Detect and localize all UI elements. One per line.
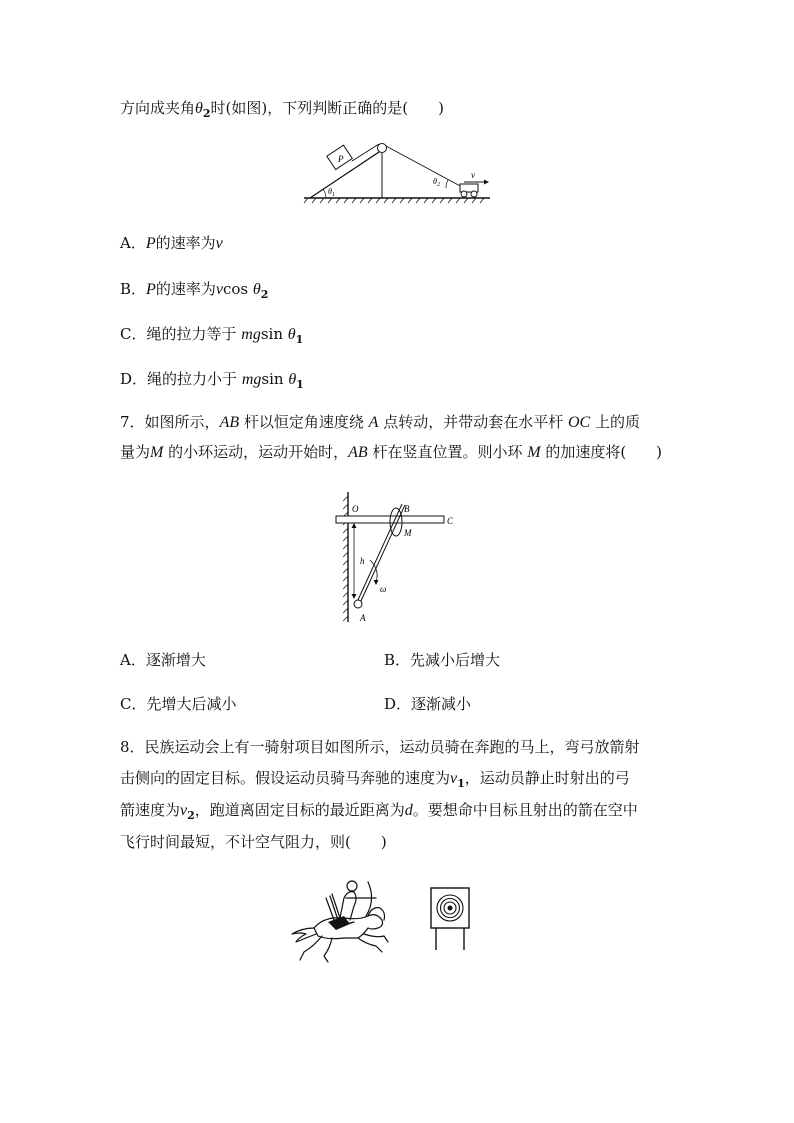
q8-stem-line1: 8．民族运动会上有一骑射项目如图所示，运动员骑在奔跑的马上，弯弓放箭射 (120, 738, 640, 756)
q8-rider-illustration (284, 876, 396, 968)
q7-label-m: M (404, 528, 412, 538)
q7-option-a[interactable]: A．逐渐增大 (120, 651, 206, 669)
q7-option-b[interactable]: B．先减小后增大 (384, 651, 501, 669)
q6-option-c[interactable]: C．绳的拉力等于 mgsin $\theta_1$ (120, 325, 304, 346)
q7-figure (330, 490, 460, 626)
q6-stem: 方向成夹角$\theta_2$时(如图)，下列判断正确的是( ) (120, 99, 444, 120)
q7-label-h: h (360, 556, 365, 566)
q8-stem-line4: 飞行时间最短，不计空气阻力，则( ) (120, 833, 387, 851)
q6-label-theta1: $\theta_1$ (328, 187, 335, 198)
q6-option-b[interactable]: B．P的速率为vcos $\theta_2$ (120, 280, 269, 301)
q6-figure (300, 136, 495, 208)
q7-label-c: C (447, 516, 454, 526)
q8-stem-line2: 击侧向的固定目标。假设运动员骑马奔驰的速度为$v_1$，运动员静止时射出的弓 (120, 769, 630, 790)
q7-label-b: B (404, 504, 410, 514)
q8-stem-line3: 箭速度为$v_2$，跑道离固定目标的最近距离为d。要想命中目标且射出的箭在空中 (120, 801, 638, 822)
q7-stem-line1: 7．如图所示，AB 杆以恒定角速度绕 A 点转动，并带动套在水平杆 OC 上的质 (120, 413, 640, 431)
q6-label-v: v (471, 170, 475, 180)
q7-option-d[interactable]: D．逐渐减小 (384, 695, 472, 713)
q7-stem-line2: 量为M 的小环运动，运动开始时，AB 杆在竖直位置。则小环 M 的加速度将( ) (120, 443, 663, 461)
q6-label-theta2: $\theta_2$ (433, 177, 440, 188)
q6-option-d[interactable]: D．绳的拉力小于 mgsin $\theta_1$ (120, 370, 304, 391)
q7-option-c[interactable]: C．先增大后减小 (120, 695, 237, 713)
q6-label-p: P (338, 154, 344, 164)
q7-label-omega: ω (380, 584, 387, 594)
q7-label-a: A (360, 613, 366, 623)
q7-label-o: O (352, 504, 359, 514)
q8-target-illustration (428, 886, 474, 952)
q6-option-a[interactable]: A．P的速率为v (120, 234, 223, 252)
